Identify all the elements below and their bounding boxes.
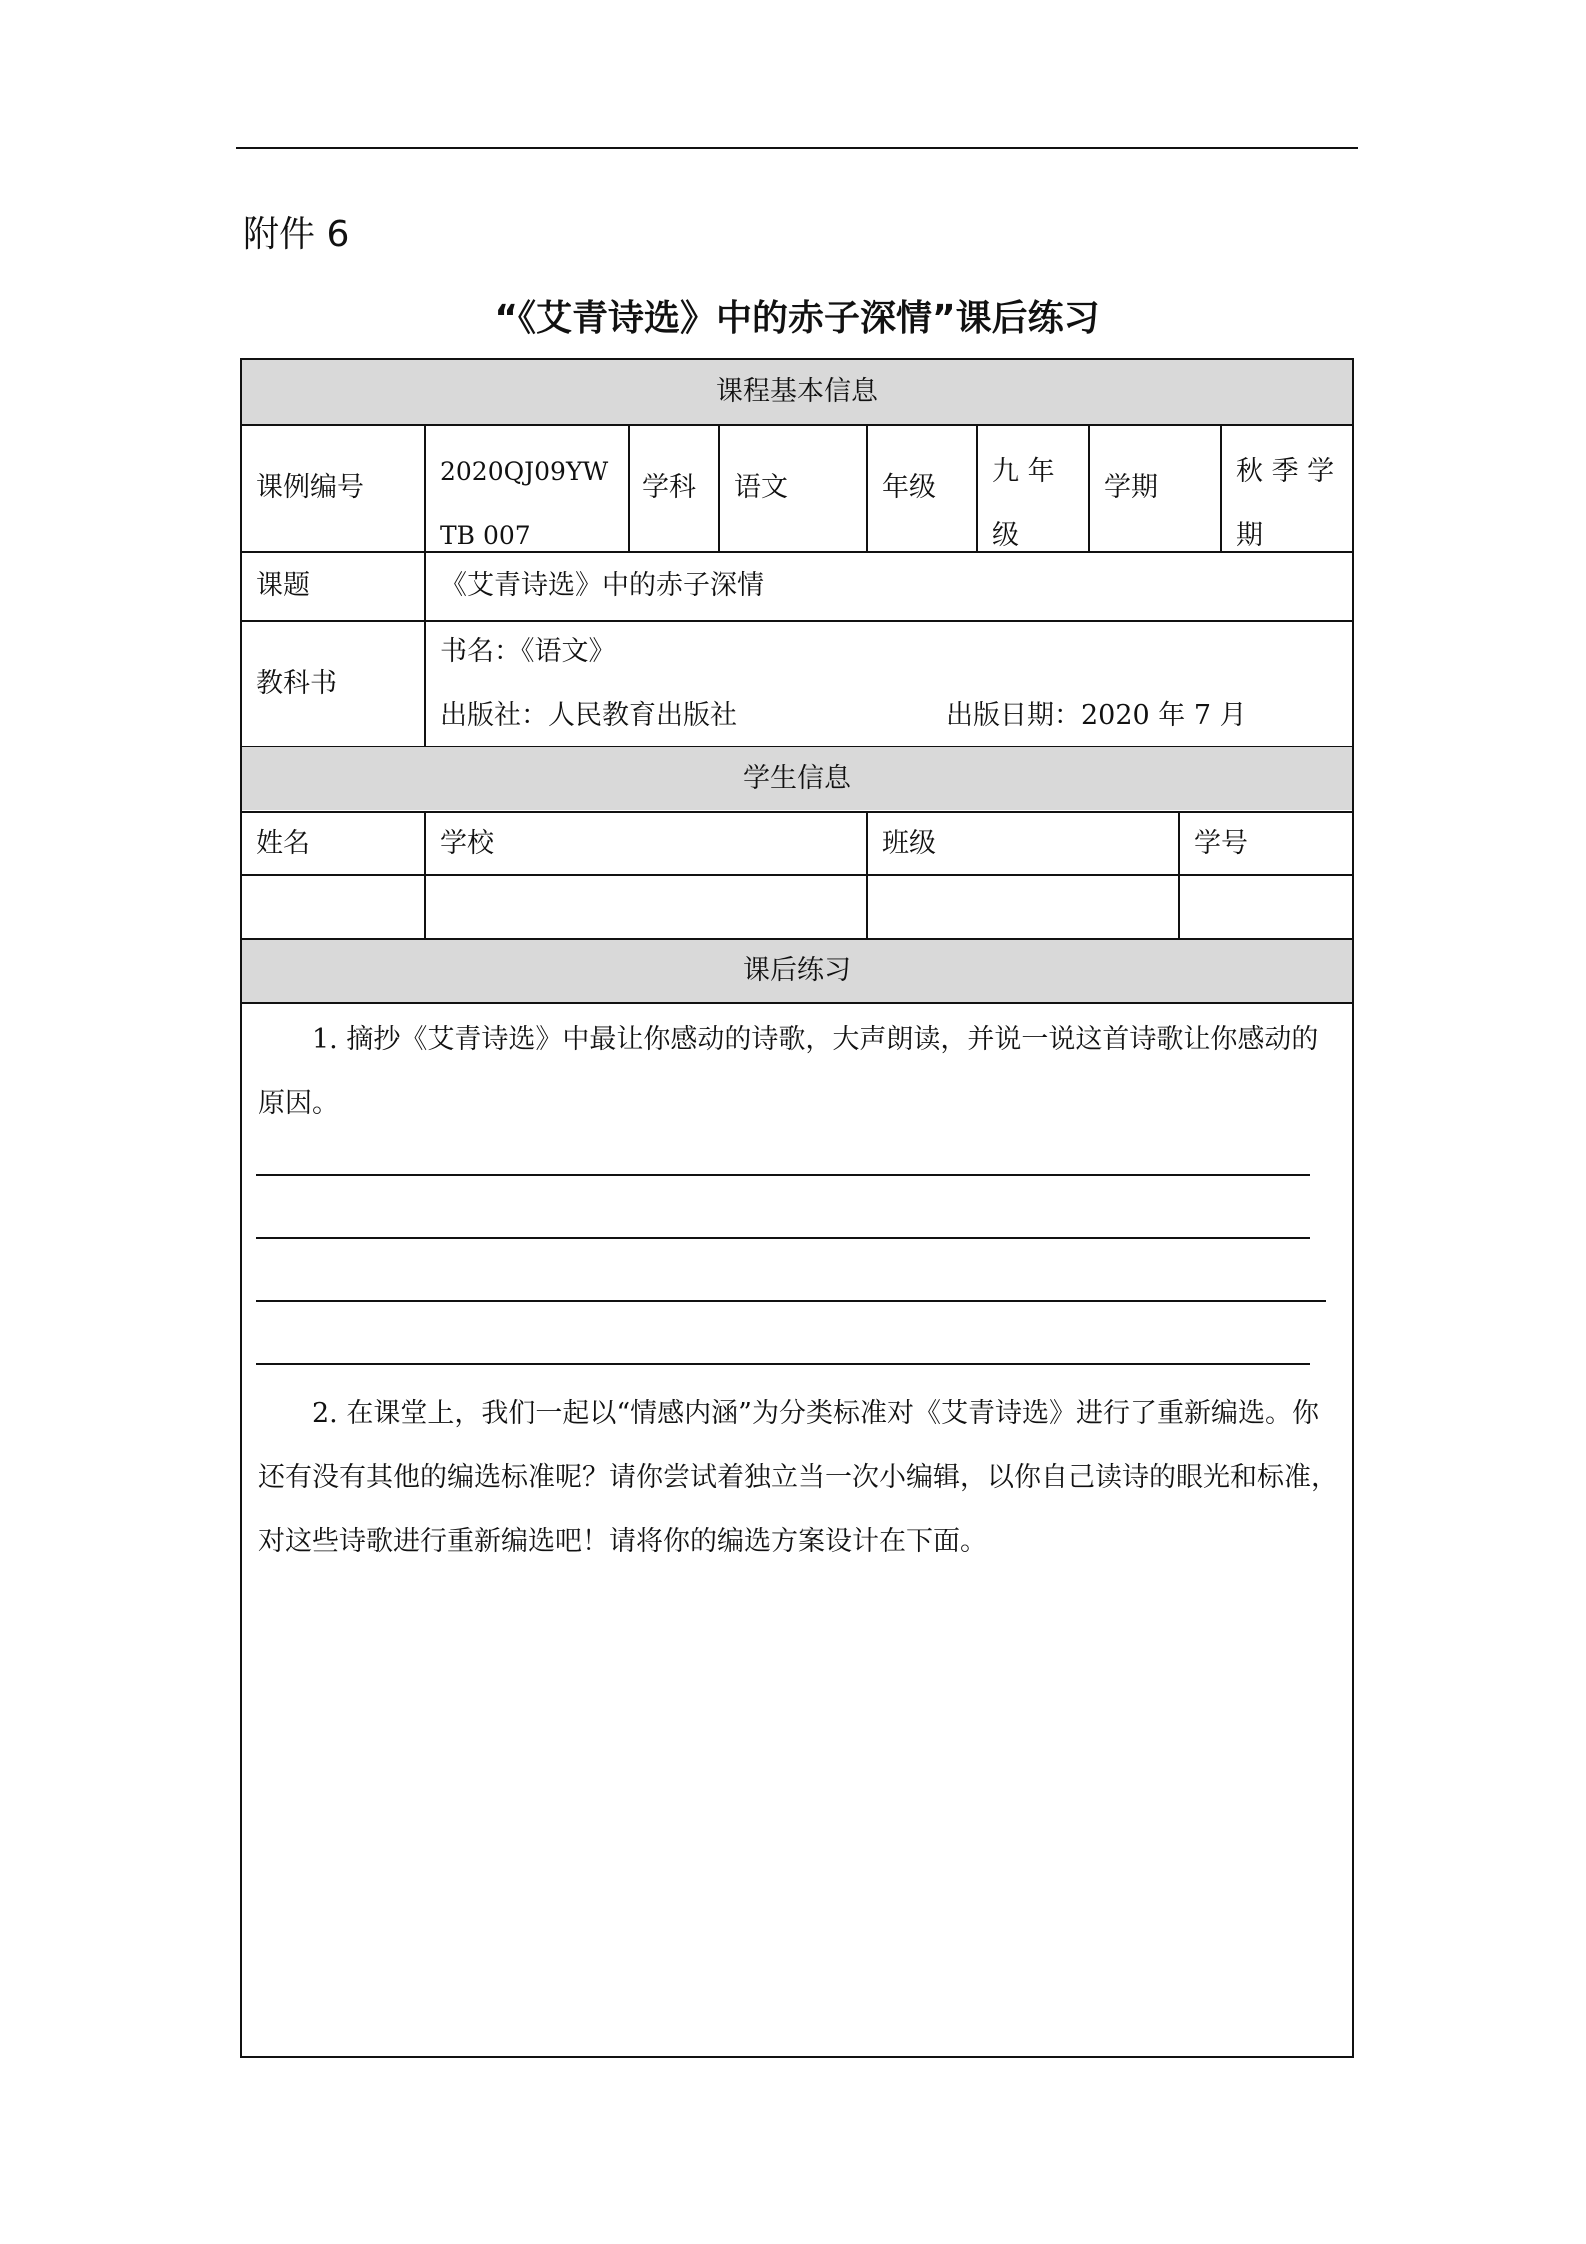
student-no-label: 学号 (1194, 828, 1248, 859)
question-2: 2. 在课堂上，我们一起以“情感内涵”为分类标准对《艾青诗选》进行了重新编选。你还有没有其他的编选标准呢？请你尝试着独立当一次小编辑，以你自己读诗的眼光和标准，对这些诗歌进行重新编选吧！请将你的编选方案设计在下面。 (258, 1398, 1338, 1557)
class-label: 班级 (882, 828, 936, 859)
answer-line[interactable] (256, 1174, 1310, 1176)
col-divider (976, 424, 978, 551)
subject-value: 语文 (734, 472, 788, 503)
term-value: 秋 季 学 期 (1236, 456, 1335, 551)
student-no-field[interactable] (1180, 876, 1352, 938)
book-name: 书名：《语文》 (440, 636, 616, 667)
col-divider (1220, 424, 1222, 551)
answer-area[interactable] (258, 1600, 1344, 2040)
subject-label: 学科 (642, 472, 696, 503)
col-divider (424, 424, 426, 746)
row-divider (240, 1002, 1354, 1004)
header-rule (236, 147, 1358, 149)
col-divider (866, 424, 868, 551)
document-title: “《艾青诗选》中的赤子深情”课后练习 (494, 298, 1100, 339)
exercises-header: 课后练习 (242, 940, 1352, 1002)
answer-line[interactable] (256, 1363, 1310, 1365)
attachment-label: 附件 6 (243, 214, 350, 255)
class-field[interactable] (868, 876, 1178, 938)
answer-line[interactable] (256, 1237, 1310, 1239)
col-divider (1088, 424, 1090, 551)
question-1: 1. 摘抄《艾青诗选》中最让你感动的诗歌，大声朗读，并说一说这首诗歌让你感动的原因。 (258, 1024, 1319, 1119)
answer-line[interactable] (256, 1300, 1326, 1302)
course-info-header: 课程基本信息 (242, 360, 1352, 424)
row-divider (240, 551, 1354, 553)
publisher: 出版社：人民教育出版社 (440, 700, 737, 731)
topic-label: 课题 (256, 570, 310, 601)
row-divider (240, 424, 1354, 426)
row-divider (240, 811, 1354, 813)
publish-date: 出版日期：2020 年 7 月 (946, 700, 1247, 731)
school-label: 学校 (440, 828, 494, 859)
name-label: 姓名 (256, 828, 310, 859)
row-divider (240, 620, 1354, 622)
col-divider (718, 424, 720, 551)
grade-value: 九 年 级 (992, 456, 1055, 551)
col-divider (628, 424, 630, 551)
grade-label: 年级 (882, 472, 936, 503)
case-no-value: 2020QJ09YWTB 007 (440, 457, 609, 550)
school-field[interactable] (426, 876, 866, 938)
textbook-label: 教科书 (256, 668, 337, 699)
case-no-label: 课例编号 (256, 472, 364, 503)
term-label: 学期 (1104, 472, 1158, 503)
topic-value: 《艾青诗选》中的赤子深情 (440, 570, 764, 601)
name-field[interactable] (242, 876, 424, 938)
student-info-header: 学生信息 (242, 747, 1352, 810)
